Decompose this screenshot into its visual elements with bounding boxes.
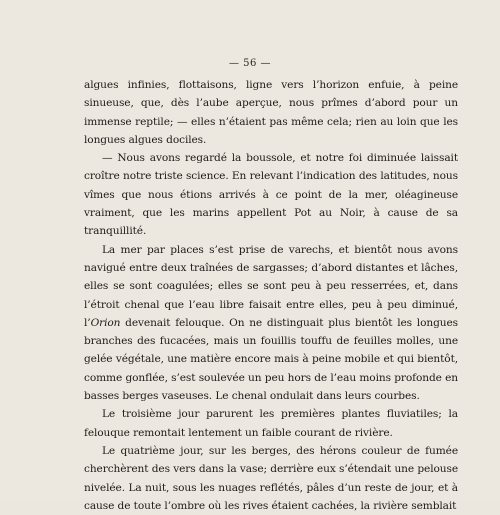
paragraph-text: La mer par places s’est prise de varechs, et bientôt nous avons navigué entre deux traînées de sargasses; d’abord distantes et lâches, elles se sont coagulées; elles se sont peu à peu resserrées, et, dans l’étroit chenal que l’eau libre faisait entre elles, peu à peu diminué, l’ [84, 243, 458, 329]
paragraph-text: algues infinies, flottaisons, ligne vers l’horizon enfuie, à peine sinueuse, que, dès l’aube aperçue, nous prîmes d’abord pour un immense reptile; — elles n’étaient pas même cela; rien au loin que les longues algues dociles. [84, 79, 458, 146]
paragraph [84, 76, 458, 149]
paragraph [84, 241, 458, 406]
paragraph [84, 442, 458, 515]
paragraph [84, 405, 458, 442]
ship-name: Orion [90, 316, 121, 329]
paragraph-text: Le quatrième jour, sur les berges, des hérons couleur de fumée cherchèrent des vers dans la vase; derrière eux s’étendait une pelouse nivelée. La nuit, sous les nuages reflétés, pâles d’un reste de jour, et à cause de toute l’ombre où les rives étaient cachées, la rivière semblait [84, 444, 458, 512]
page-number: — 56 — [228, 58, 272, 69]
paragraph-text: — Nous avons regardé la boussole, et notre foi diminuée laissait croître notre triste science. En relevant l’indication des latitudes, nous vîmes que nous étions arrivés à ce point de la mer, oléagineuse vraiment, que les marins appellent Pot au Noir, à cause de sa tranquillité. [84, 152, 458, 238]
paragraph-text: Le troisième jour parurent les premières plantes fluviatiles; la felouque remontait lentement un faible courant de rivière. [84, 408, 458, 439]
paragraph-text: devenait felouque. On ne distinguait plus bientôt les longues branches des fucacées, mais un fouillis touffu de feuilles molles, une gelée végétale, une matière encore mais à peine mobile et qui bientôt, comme gonflée, s’est soulevée un peu hors de l’eau moins profonde en basses berges vaseuses. Le chenal ondulait dans leurs courbes. [84, 316, 458, 403]
paragraph [84, 149, 458, 240]
body-text [84, 76, 458, 515]
